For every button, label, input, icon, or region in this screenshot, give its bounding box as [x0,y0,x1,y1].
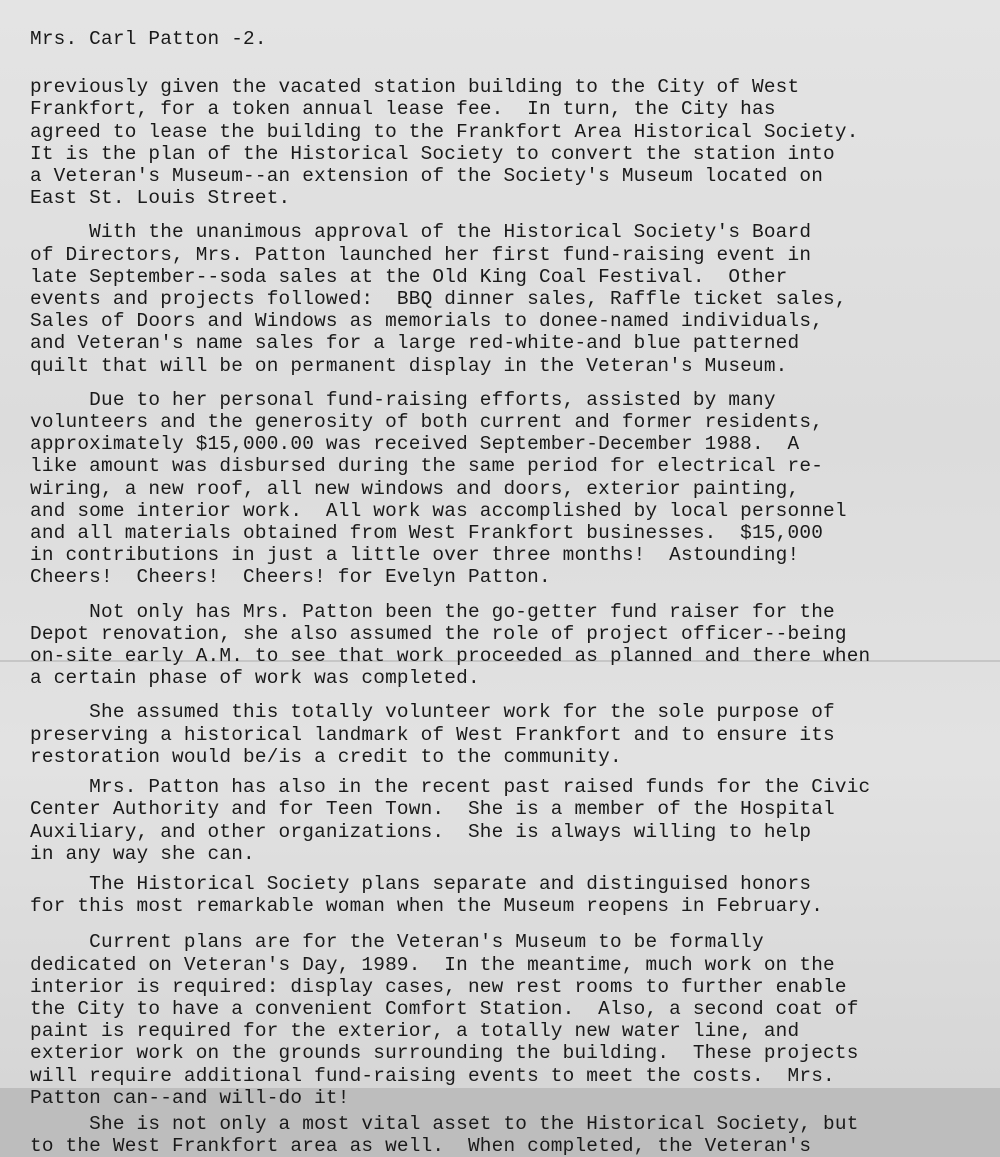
paragraph [30,221,990,376]
text-line: Auxiliary, and other organizations. She is always willing to help [30,820,812,843]
text-line: It is the plan of the Historical Society to convert the station into [30,142,835,165]
text-line: She assumed this totally volunteer work for the sole purpose of [30,701,835,724]
text-line: events and projects followed: BBQ dinner sales, Raffle ticket sales, [30,288,847,311]
text-line: will require additional fund-raising events to meet the costs. Mrs. [30,1064,835,1087]
text-line: Not only has Mrs. Patton been the go-getter fund raiser for the [30,600,835,623]
text-line: of Directors, Mrs. Patton launched her first fund-raising event in [30,243,812,266]
paragraph-gap [30,377,990,389]
text-line: interior is required: display cases, new rest rooms to further enable [30,975,847,998]
text-line: like amount was disbursed during the same period for electrical re- [30,455,824,478]
paragraph [30,701,990,768]
text-line: on-site early A.M. to see that work proceeded as planned and there when [30,645,871,668]
paragraph-gap [30,768,990,776]
text-line: late September--soda sales at the Old King Coal Festival. Other [30,265,788,288]
text-line: preserving a historical landmark of West Frankfort and to ensure its [30,723,835,746]
paragraph [30,931,990,1109]
text-line: previously given the vacated station building to the City of West [30,76,800,99]
text-line: dedicated on Veteran's Day, 1989. In the meantime, much work on the [30,953,835,976]
text-line: to the West Frankfort area as well. When completed, the Veteran's [30,1135,812,1157]
paragraph-gap [30,589,990,601]
paragraph-gap [30,209,990,221]
paragraph [30,76,990,209]
text-line: wiring, a new roof, all new windows and doors, exterior painting, [30,477,800,500]
text-line: approximately $15,000.00 was received September-December 1988. A [30,433,800,456]
document-body [30,28,990,1157]
text-line: Frankfort, for a token annual lease fee. In turn, the City has [30,98,776,121]
text-line: Due to her personal fund-raising efforts, assisted by many [30,388,776,411]
text-line: the City to have a convenient Comfort Station. Also, a second coat of [30,997,859,1020]
text-line: Depot renovation, she also assumed the role of project officer--being [30,622,847,645]
paragraphs [30,76,990,1157]
text-line: paint is required for the exterior, a totally new water line, and [30,1020,800,1043]
text-line: and all materials obtained from West Frankfort businesses. $15,000 [30,522,824,545]
paragraph [30,389,990,589]
text-line: East St. Louis Street. [30,187,291,210]
text-line: Sales of Doors and Windows as memorials to donee-named individuals, [30,310,824,333]
text-line: She is not only a most vital asset to the Historical Society, but [30,1112,859,1135]
text-line: in contributions in just a little over three months! Astounding! [30,544,800,567]
text-line: Patton can--and will-do it! [30,1086,350,1109]
text-line: Cheers! Cheers! Cheers! for Evelyn Patton. [30,566,551,589]
text-line: a certain phase of work was completed. [30,667,480,690]
paragraph-gap [30,865,990,873]
text-line: volunteers and the generosity of both current and former residents, [30,411,824,434]
paragraph-gap [30,689,990,701]
text-line: and Veteran's name sales for a large red-white-and blue patterned [30,332,800,355]
text-line: With the unanimous approval of the Historical Society's Board [30,221,812,244]
text-line: Center Authority and for Teen Town. She is a member of the Hospital [30,798,835,821]
paragraph [30,601,990,690]
text-line: and some interior work. All work was accomplished by local personnel [30,499,847,522]
paragraph-gap [30,917,990,931]
text-line: exterior work on the grounds surrounding the building. These projects [30,1042,859,1065]
text-line: Current plans are for the Veteran's Museum to be formally [30,931,764,954]
text-line: Mrs. Patton has also in the recent past raised funds for the Civic [30,776,871,799]
paragraph [30,873,990,917]
paragraph [30,1113,990,1157]
text-line: for this most remarkable woman when the Museum reopens in February. [30,895,824,918]
text-line: a Veteran's Museum--an extension of the Society's Museum located on [30,165,824,188]
text-line: in any way she can. [30,842,255,865]
text-line: quilt that will be on permanent display in the Veteran's Museum. [30,354,788,377]
text-line: agreed to lease the building to the Frankfort Area Historical Society. [30,120,859,143]
paragraph [30,776,990,865]
text-line: The Historical Society plans separate and distinguised honors [30,872,812,895]
text-line: restoration would be/is a credit to the community. [30,745,622,768]
page-heading: Mrs. Carl Patton -2. [30,28,267,50]
